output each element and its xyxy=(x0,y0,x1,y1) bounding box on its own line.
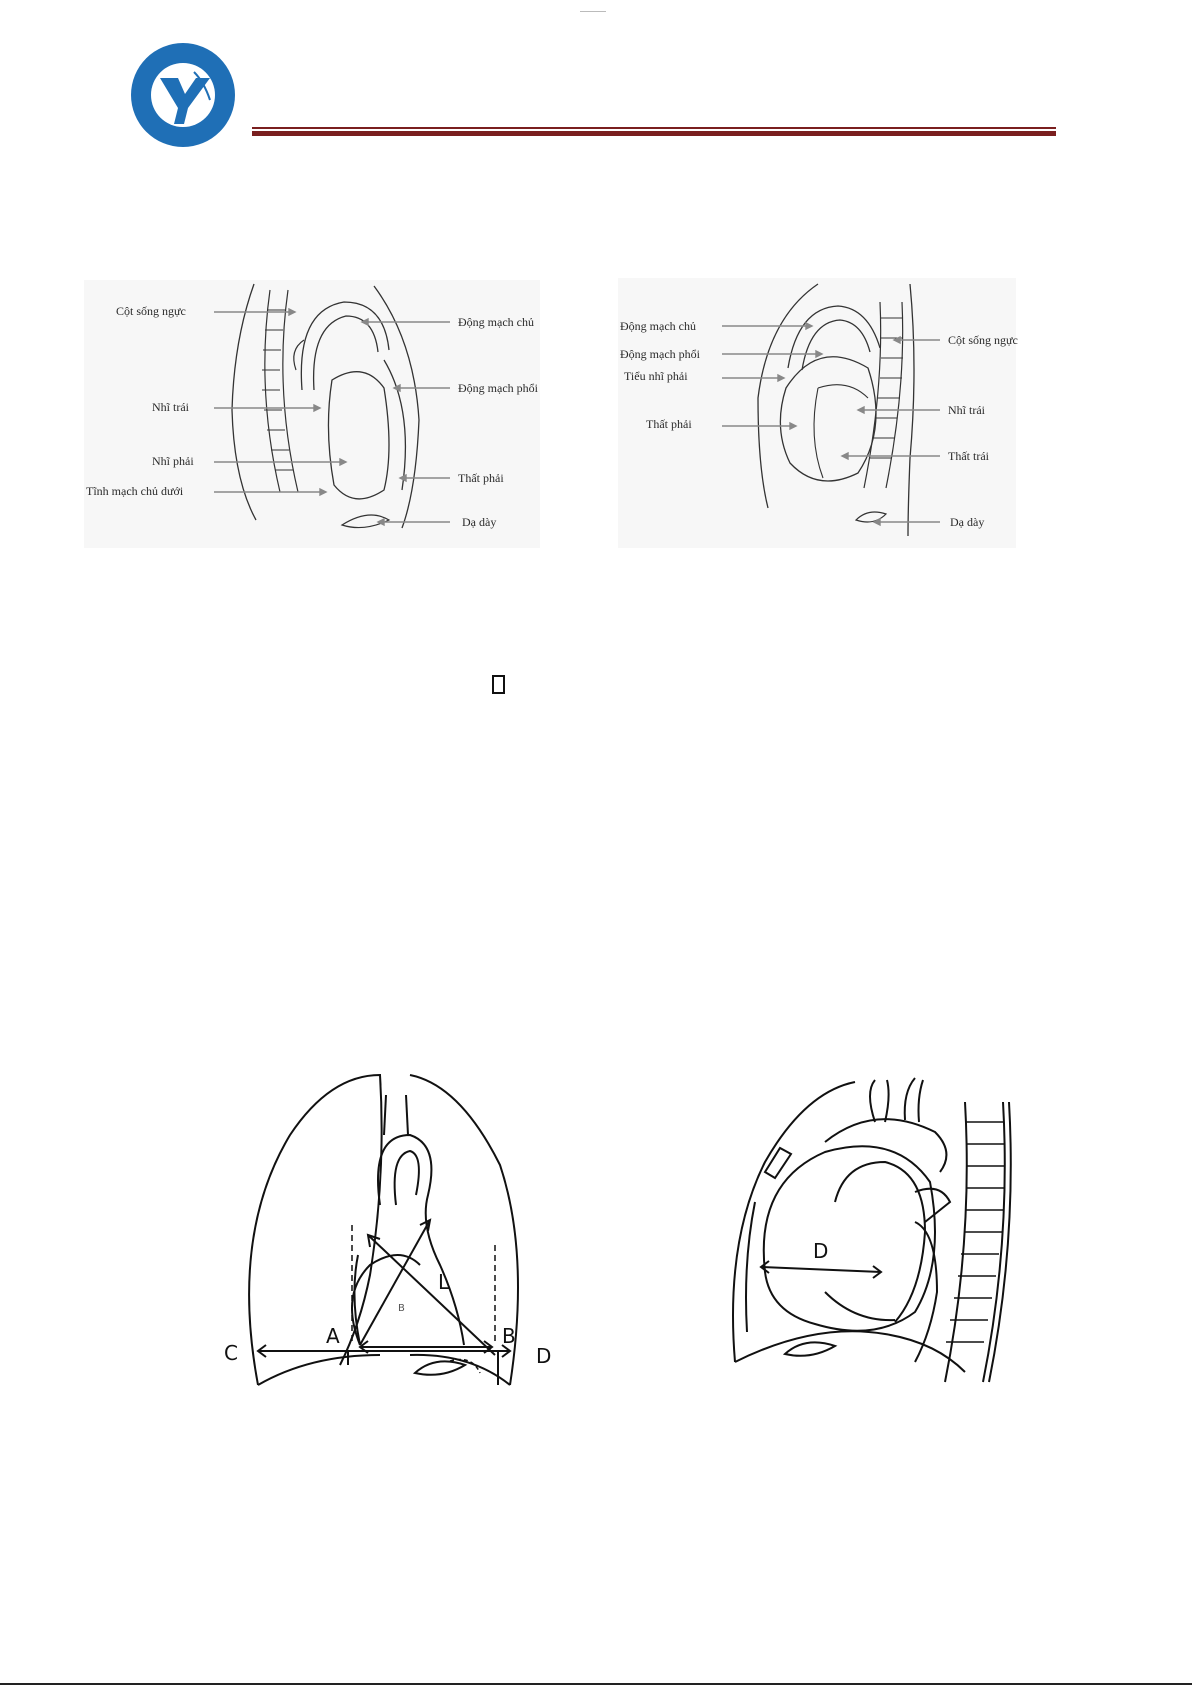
label-right-ventricle: Thất phải xyxy=(458,471,504,485)
label-d: D xyxy=(536,1344,552,1368)
label-inner-b: B xyxy=(398,1303,405,1314)
heart-diagram-right-lateral xyxy=(618,278,1016,548)
label-right-ventricle-2: Thất phải xyxy=(646,417,692,431)
header-rule xyxy=(252,124,1056,134)
cardiothoracic-measurement-diagram xyxy=(210,1055,560,1405)
top-mark xyxy=(580,0,606,3)
label-b: B xyxy=(502,1324,516,1348)
label-right-atrium: Nhĩ phải xyxy=(152,454,194,468)
logo-text: ĐẠI HỌC Y DƯỢC THÁI BÌNH xyxy=(130,35,248,44)
label-stomach-2: Dạ dày xyxy=(950,515,985,529)
label-left-ventricle: Thất trái xyxy=(948,449,989,463)
label-a: A xyxy=(326,1324,340,1348)
label-diameter-d: D xyxy=(813,1239,829,1263)
lateral-chest-diameter-diagram xyxy=(725,1062,1015,1392)
label-spine-2: Cột sống ngực xyxy=(948,333,1018,347)
heart-diagram-left-lateral xyxy=(84,280,540,548)
label-pulmonary-artery-2: Động mạch phổi xyxy=(620,347,700,361)
label-l: L xyxy=(438,1270,450,1294)
label-left-atrium-2: Nhĩ trái xyxy=(948,403,985,417)
label-pulmonary-artery: Động mạch phổi xyxy=(458,381,538,395)
box-glyph xyxy=(492,675,505,694)
label-stomach: Dạ dày xyxy=(462,515,497,529)
label-spine: Cột sống ngực xyxy=(116,304,186,318)
label-left-atrium: Nhĩ trái xyxy=(152,400,189,414)
label-aorta-2: Động mạch chủ xyxy=(620,319,696,333)
label-c: C xyxy=(224,1341,238,1365)
label-right-auricle: Tiểu nhĩ phải xyxy=(624,369,688,383)
label-aorta: Động mạch chủ xyxy=(458,315,534,329)
university-logo xyxy=(130,35,248,148)
label-ivc: Tĩnh mạch chủ dưới xyxy=(86,484,184,498)
